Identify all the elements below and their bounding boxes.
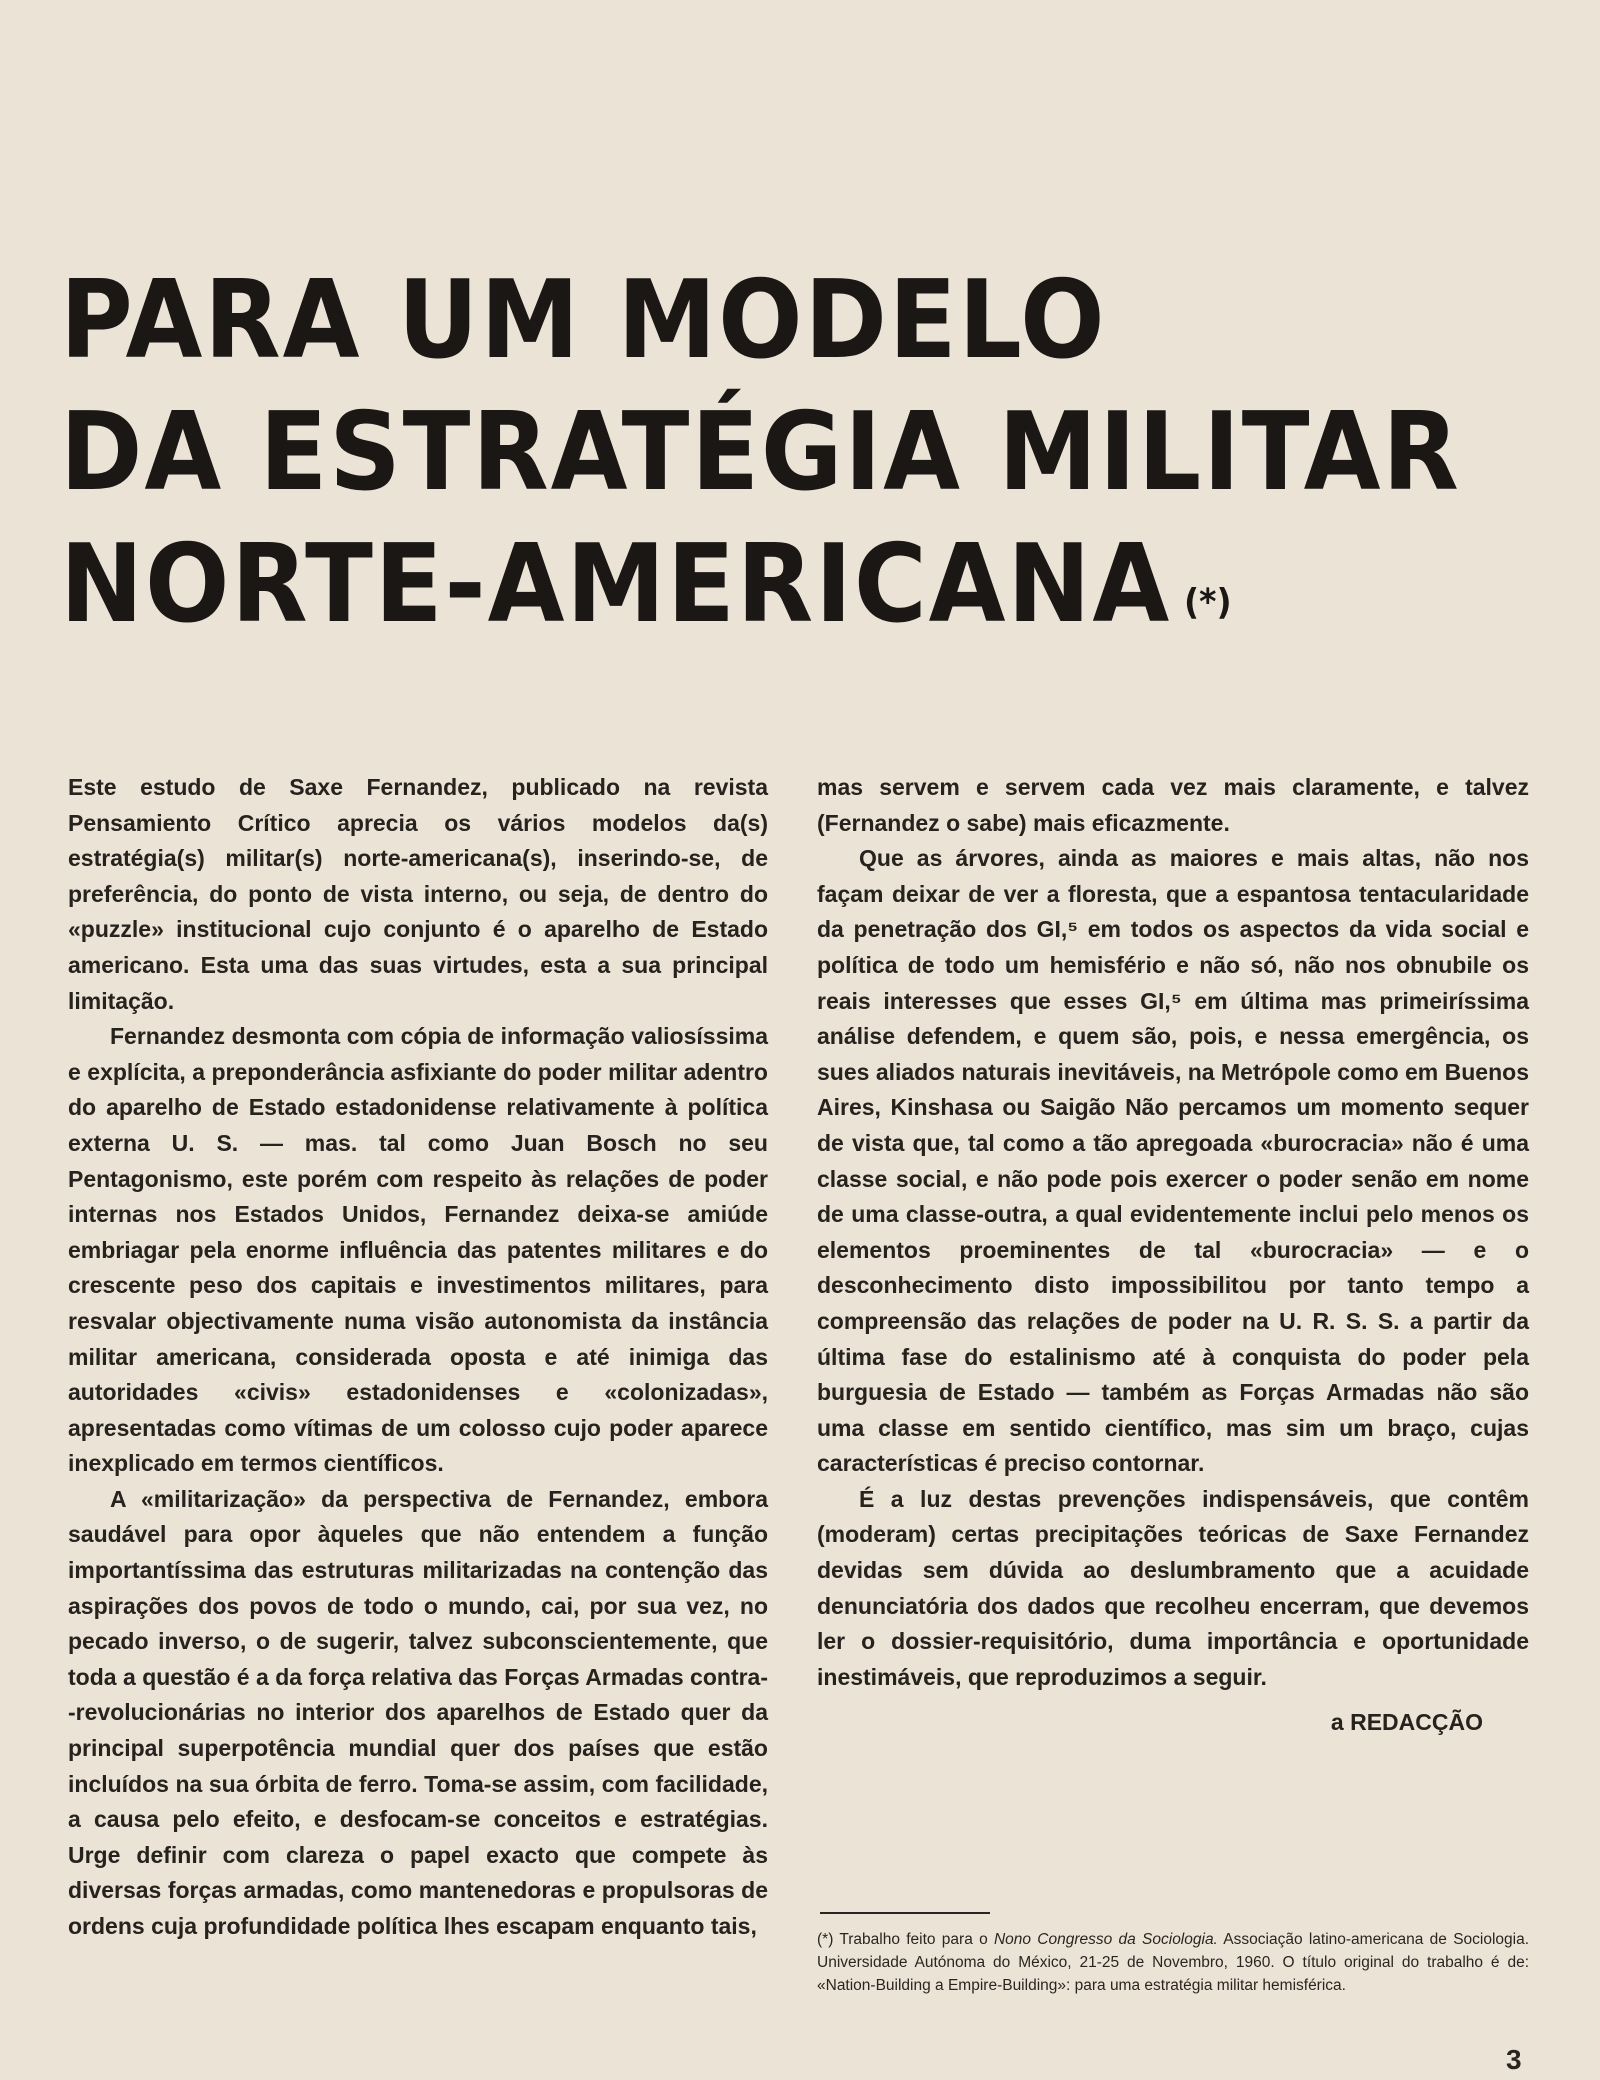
title-line-3 (60, 519, 1422, 651)
footnote-marker: (*) (817, 1931, 834, 1948)
right-column (817, 770, 1529, 1741)
footnote (817, 1928, 1529, 1997)
footnote-text-after: Associação latino-americana de Sociologia. Universidade Autónoma do México, 21-25 de Novembro, 1960. O título original do trabalho é de: «Nation-Building a Empire-Building»: para uma estratégia militar hemisférica. (817, 1931, 1530, 1994)
footnote-italic-title: Nono Congresso da Sociologia. (993, 1931, 1218, 1948)
paragraph-right-3: É a luz destas prevenções indispensáveis, que contêm (moderam) certas precipitações teóricas de Saxe Fernandez devidas sem dúvida ao deslumbramento que a acuidade denunciatória dos dados que recolheu encerram, que devemos ler o dossier-requisitório, duma importância e oportunidade inestimáveis, que reproduzimos a seguir. (817, 1485, 1529, 1690)
paragraph-right-1: mas servem e servem cada vez mais claramente, e talvez (Fernandez o sabe) mais eficazmente. (817, 774, 1529, 836)
paragraph-left-1: Este estudo de Saxe Fernandez, publicado na revista Pensamiento Crítico aprecia os vários modelos da(s) estratégia(s) militar(s) norte-americana(s), inserindo-se, de preferência, do ponto de vista interno, ou seja, de dentro do «puzzle» institucional cujo conjunto é o aparelho de Estado americano. Esta uma das suas virtudes, esta a sua principal limitação. (68, 774, 768, 1014)
title-line-1: PARA UM MODELO (60, 258, 1107, 383)
paragraph-left-3: A «militarização» da perspectiva de Fernandez, embora saudável para opor àqueles que não entendem a função importantíssima das estruturas militarizadas na contenção das aspirações dos povos de todo o mundo, cai, por sua vez, no pecado inverso, o de sugerir, talvez subconscientemente, que toda a questão é a da força relativa das Forças Armadas contra--revolucionárias no interior dos aparelhos de Estado quer da principal superpotência mundial quer dos países que estão incluídos na sua órbita de ferro. Toma-se assim, com facilidade, a causa pelo efeito, e desfocam-se conceitos e estratégias. Urge definir com clareza o papel exacto que compete às diversas forças armadas, como mantenedoras e propulsoras de ordens cuja profundidade política lhes escapam enquanto tais, (68, 1485, 768, 1939)
title-line-2: DA ESTRATÉGIA MILITAR (60, 390, 1461, 515)
title-footnote-marker: (*) (1184, 582, 1232, 623)
left-column (68, 770, 768, 1945)
title-line-3-text: NORTE-AMERICANA (60, 522, 1172, 647)
signature: a REDACÇÃO (1330, 1709, 1483, 1736)
paragraph-left-2: Fernandez desmonta com cópia de informação valiosíssima e explícita, a preponderância asfixiante do poder militar adentro do aparelho de Estado estadonidense relativamente à política externa U. S. — mas. tal como Juan Bosch no seu Pentagonismo, este porém com respeito às relações de poder internas nos Estados Unidos, Fernandez deixa-se amiúde embriagar pela enorme influência das patentes militares e do crescente peso dos capitais e investimentos militares, para resvalar objectivamente numa visão autonomista da instância militar americana, considerada oposta e até inimiga das autoridades «civis» estadonidenses e «colonizadas», apresentadas como vítimas de um colosso cujo poder aparece inexplicado em termos científicos. (68, 1023, 768, 1477)
footnote-divider (820, 1912, 990, 1914)
page-number: 3 (1506, 2044, 1522, 2075)
article-title (60, 255, 1461, 651)
footnote-text-before: Trabalho feito para o (839, 1931, 988, 1948)
paragraph-right-2: Que as árvores, ainda as maiores e mais altas, não nos façam deixar de ver a floresta, que a espantosa tentacularidade da penetração dos GI,⁵ em todos os aspectos da vida social e política de todo um hemisfério e não só, não nos obnubile os reais interesses que esses GI,⁵ em última mas primeiríssima análise defendem, e quem são, pois, e nessa emergência, os sues aliados naturais inevitáveis, na Metrópole como em Buenos Aires, Kinshasa ou Saigão Não percamos um momento sequer de vista que, tal como a tão apregoada «burocracia» não é uma classe social, e não pode pois exercer o poder senão em nome de uma classe-outra, a qual evidentemente inclui pelo menos os elementos proeminentes de tal «burocracia» — e o desconhecimento disto impossibilitou por tanto tempo a compreensão das relações de poder na U. R. S. S. a partir da última fase do estalinismo até à conquista do poder pela burguesia de Estado — também as Forças Armadas não são uma classe em sentido científico, mas sim um braço, cujas características é preciso contornar. (817, 845, 1529, 1477)
